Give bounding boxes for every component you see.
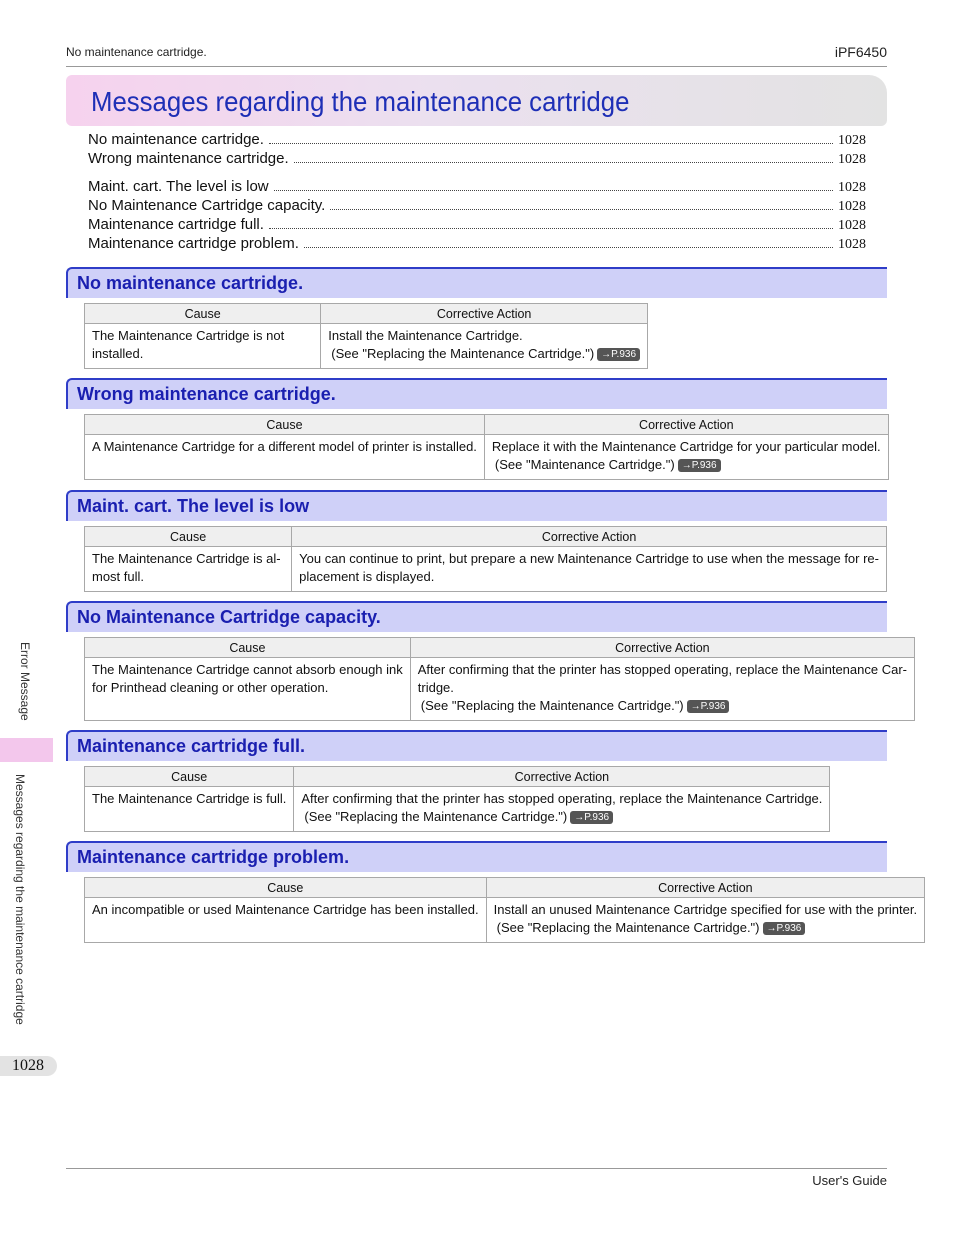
see-reference	[301, 808, 822, 826]
page-number-badge	[0, 1056, 57, 1076]
page-link[interactable]: →P.936	[763, 922, 806, 935]
column-header-action: Corrective Action	[294, 767, 830, 787]
action-cell	[292, 547, 887, 592]
section-no-maintenance-cartridge	[66, 267, 887, 361]
action-cell	[410, 658, 914, 721]
section-heading: No Maintenance Cartridge capacity.	[77, 607, 381, 627]
column-header-cause: Cause	[85, 878, 487, 898]
cause-cell: The Maintenance Cartridge is not installed.	[85, 324, 321, 369]
toc-leader	[269, 228, 833, 229]
side-tab-section[interactable]: Messages regarding the maintenance cartridge	[13, 774, 27, 1025]
section-heading-bar	[66, 601, 887, 632]
cause-cell: The Maintenance Cartridge is full.	[85, 787, 294, 832]
section-wrong-maintenance-cartridge	[66, 378, 887, 472]
column-header-cause: Cause	[85, 767, 294, 787]
action-line: You can continue to print, but prepare a new Maintenance Cartridge to use when the message for re-	[299, 551, 879, 566]
toc-entry-text[interactable]: Maintenance cartridge problem.	[88, 235, 299, 252]
action-cell	[294, 787, 830, 832]
side-tab-highlight	[0, 738, 53, 762]
action-text: Install an unused Maintenance Cartridge specified for use with the printer.	[493, 902, 918, 917]
table-row	[85, 898, 925, 943]
toc-entry-text[interactable]: Maint. cart. The level is low	[88, 178, 269, 195]
toc-entry[interactable]	[88, 196, 866, 215]
section-heading-bar	[66, 490, 887, 521]
toc-entry-page: 1028	[838, 152, 866, 167]
action-cell	[484, 435, 888, 480]
action-cell	[486, 898, 924, 943]
toc-entry-text[interactable]: No maintenance cartridge.	[88, 131, 264, 148]
toc-entry-page: 1028	[838, 180, 866, 195]
chapter-title-box	[66, 75, 887, 126]
page-link[interactable]: →P.936	[687, 700, 730, 713]
page-number: 1028	[12, 1057, 44, 1074]
see-text: (See "Replacing the Maintenance Cartridge.")	[496, 920, 760, 935]
section-heading: Maintenance cartridge problem.	[77, 847, 350, 867]
toc-leader	[330, 209, 833, 210]
column-header-cause: Cause	[85, 304, 321, 324]
section-maint-cart-level-low	[66, 490, 887, 584]
running-header-model: iPF6450	[834, 44, 887, 60]
cause-action-table	[84, 526, 887, 592]
section-heading: No maintenance cartridge.	[77, 273, 304, 293]
toc-leader	[274, 190, 833, 191]
section-heading-bar	[66, 841, 887, 872]
cause-cell	[85, 547, 292, 592]
cause-cell	[85, 658, 411, 721]
see-text: (See "Replacing the Maintenance Cartridge.")	[331, 346, 595, 361]
see-reference	[328, 345, 640, 363]
section-no-capacity	[66, 601, 907, 713]
side-tab-chapter[interactable]: Error Message	[18, 642, 32, 721]
toc-entry[interactable]	[88, 234, 866, 253]
column-header-cause: Cause	[85, 527, 292, 547]
page-link[interactable]: →P.936	[570, 811, 613, 824]
column-header-action: Corrective Action	[292, 527, 887, 547]
see-reference	[492, 456, 881, 474]
running-header-title: No maintenance cartridge.	[66, 45, 207, 59]
action-line: placement is displayed.	[299, 569, 435, 584]
page-link[interactable]: →P.936	[597, 348, 640, 361]
toc-entry-text[interactable]: Wrong maintenance cartridge.	[88, 150, 289, 167]
column-header-action: Corrective Action	[484, 415, 888, 435]
section-heading-bar	[66, 378, 887, 409]
toc-entry-page: 1028	[838, 199, 866, 214]
cause-line: The Maintenance Cartridge cannot absorb enough ink	[92, 662, 403, 677]
column-header-action: Corrective Action	[486, 878, 924, 898]
cause-action-table	[84, 766, 830, 832]
footer-divider	[66, 1168, 887, 1169]
see-reference	[418, 697, 907, 715]
toc-leader	[294, 162, 833, 163]
section-cartridge-problem	[66, 841, 918, 935]
see-text: (See "Replacing the Maintenance Cartridge.")	[420, 698, 684, 713]
toc-entry-page: 1028	[838, 133, 866, 148]
section-heading: Wrong maintenance cartridge.	[77, 384, 336, 404]
see-reference	[494, 919, 917, 937]
cause-line: The Maintenance Cartridge is al-	[92, 551, 281, 566]
cause-action-table	[84, 877, 925, 943]
cause-cell: A Maintenance Cartridge for a different model of printer is installed.	[85, 435, 485, 480]
cause-line: for Printhead cleaning or other operation.	[92, 680, 329, 695]
toc-leader	[269, 143, 833, 144]
action-line: tridge.	[417, 680, 454, 695]
toc-entry[interactable]	[88, 149, 866, 168]
toc-entry-page: 1028	[838, 218, 866, 233]
table-row	[85, 547, 887, 592]
cause-action-table	[84, 303, 648, 369]
cause-action-table	[84, 637, 915, 721]
section-heading: Maint. cart. The level is low	[77, 496, 310, 516]
table-row	[85, 435, 889, 480]
table-row	[85, 658, 915, 721]
action-text: After confirming that the printer has stopped operating, replace the Maintenance Cartridge.	[301, 791, 823, 806]
table-of-contents	[88, 130, 866, 253]
toc-entry-text[interactable]: No Maintenance Cartridge capacity.	[88, 197, 326, 214]
cause-line: most full.	[92, 569, 145, 584]
section-cartridge-full	[66, 730, 887, 824]
page-title: Messages regarding the maintenance cartridge	[91, 86, 630, 117]
page-link[interactable]: →P.936	[678, 459, 721, 472]
see-text: (See "Maintenance Cartridge.")	[494, 457, 675, 472]
cause-action-table	[84, 414, 889, 480]
toc-entry[interactable]	[88, 215, 866, 234]
action-text: Replace it with the Maintenance Cartridge for your particular model.	[491, 439, 881, 454]
section-heading: Maintenance cartridge full.	[77, 736, 306, 756]
column-header-action: Corrective Action	[410, 638, 914, 658]
action-line: After confirming that the printer has stopped operating, replace the Maintenance Car-	[417, 662, 907, 677]
table-row	[85, 787, 830, 832]
action-cell	[321, 324, 648, 369]
toc-leader	[304, 247, 833, 248]
section-heading-bar	[66, 267, 887, 298]
column-header-cause: Cause	[85, 638, 411, 658]
column-header-cause: Cause	[85, 415, 485, 435]
cause-cell: An incompatible or used Maintenance Cartridge has been installed.	[85, 898, 487, 943]
table-row	[85, 324, 648, 369]
toc-entry-text[interactable]: Maintenance cartridge full.	[88, 216, 264, 233]
header-divider	[66, 66, 887, 67]
toc-entry[interactable]	[88, 130, 866, 149]
toc-entry[interactable]	[88, 177, 866, 196]
footer-guide-title: User's Guide	[812, 1173, 887, 1188]
action-text: Install the Maintenance Cartridge.	[328, 328, 523, 343]
section-heading-bar	[66, 730, 887, 761]
toc-entry-page: 1028	[838, 237, 866, 252]
see-text: (See "Replacing the Maintenance Cartridge.")	[304, 809, 568, 824]
column-header-action: Corrective Action	[321, 304, 648, 324]
